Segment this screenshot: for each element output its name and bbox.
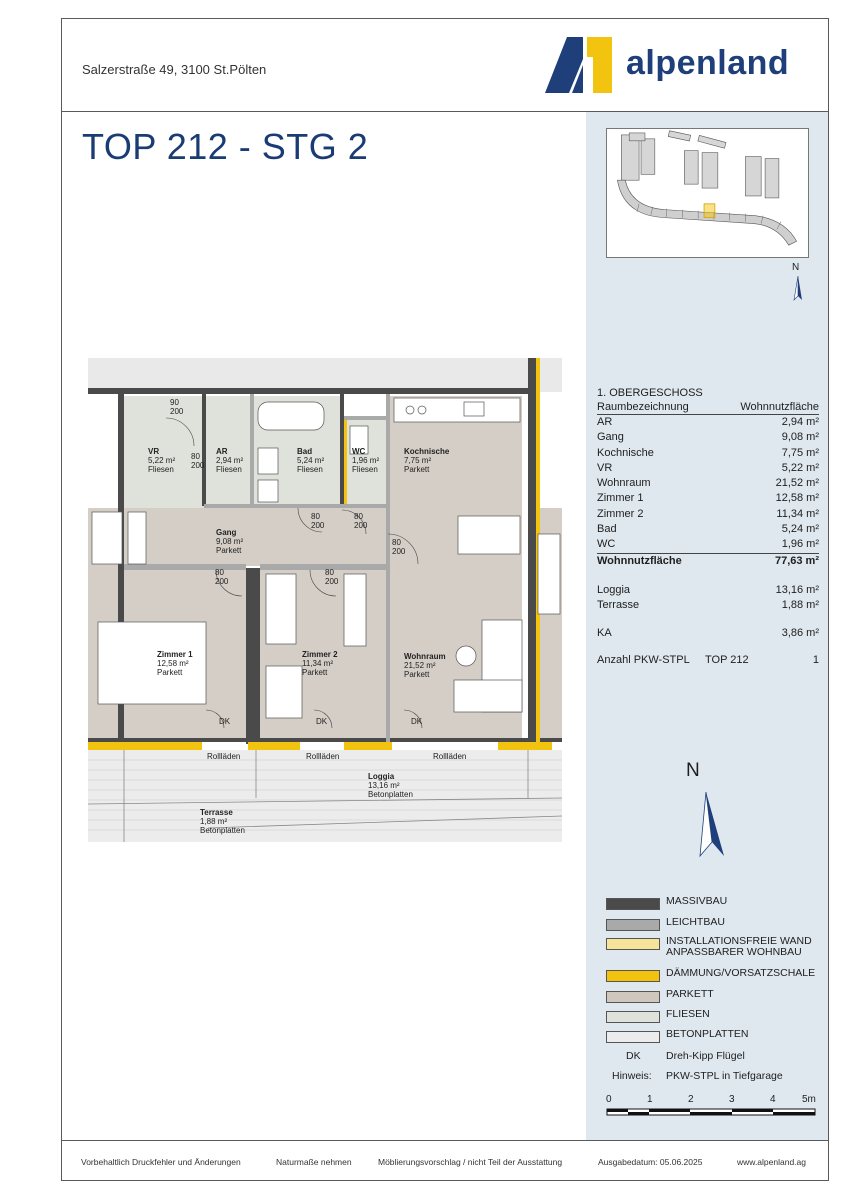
table-row: Zimmer 2 11,34 m²: [597, 507, 819, 520]
room-label-wohnraum: Wohnraum 21,52 m² Parkett: [404, 652, 446, 679]
parking-row: Anzahl PKW-STPL TOP 212 1: [597, 653, 819, 666]
table-row: Wohnraum 21,52 m²: [597, 477, 819, 490]
table-row: AR 2,94 m²: [597, 416, 819, 428]
north-arrow-small: [790, 262, 806, 304]
legend-item: [606, 896, 836, 912]
legend-label: PARKETT: [666, 988, 714, 1000]
address: Salzerstraße 49, 3100 St.Pölten: [82, 62, 267, 77]
legend-item: [606, 1029, 836, 1045]
north-arrow-icon: [792, 276, 804, 302]
room-label-zimmer1: Zimmer 1 12,58 m² Parkett: [157, 650, 193, 677]
room-area-table: [597, 386, 819, 668]
legend-label: DÄMMUNG/VORSATZSCHALE: [666, 967, 816, 979]
footer-disclaimer: Vorbehaltlich Druckfehler und Änderungen: [81, 1157, 241, 1167]
north-label-large: N: [686, 760, 700, 781]
legend-item: [606, 917, 836, 933]
room-label-gang: Gang 9,08 m² Parkett: [216, 528, 244, 555]
table-row: Gang 9,08 m²: [597, 431, 819, 444]
room-label-ar: AR 2,94 m² Fliesen: [216, 447, 244, 474]
north-label: N: [792, 262, 800, 273]
legend-item: [606, 968, 836, 984]
door-dimension: 80 200: [191, 452, 205, 470]
floor-label: 1. OBERGESCHOSS: [597, 387, 703, 399]
table-row: Terrasse 1,88 m²: [597, 599, 819, 612]
door-dimension: 80 200: [354, 512, 368, 530]
brand-name: alpenland: [626, 44, 790, 82]
scale-bar: [606, 1094, 816, 1116]
scale-tick-label: 3: [729, 1094, 735, 1105]
ka-row: KA 3,86 m²: [597, 626, 819, 639]
table-row: Loggia 13,16 m²: [597, 583, 819, 596]
legend-item: [606, 935, 836, 958]
room-label-terrasse: Terrasse 1,88 m² Betonplatten: [200, 808, 245, 835]
legend-label: BETONPLATTEN: [666, 1028, 749, 1040]
legend-label: INSTALLATIONSFREIE WAND ANPASSBARER WOHNBAU: [666, 935, 812, 958]
hint-value: PKW-STPL in Tiefgarage: [666, 1070, 783, 1082]
rollladen-label: Rollläden: [433, 752, 467, 761]
room-label-zimmer2: Zimmer 2 11,34 m² Parkett: [302, 650, 338, 677]
scale-tick-label: 5m: [802, 1094, 816, 1105]
legend-label: MASSIVBAU: [666, 895, 728, 907]
table-row: Zimmer 1 12,58 m²: [597, 492, 819, 505]
legend-item: [606, 989, 836, 1005]
alpenland-logo-icon: [545, 37, 612, 93]
legend-swatch: [606, 1031, 660, 1043]
room-label-loggia: Loggia 13,16 m² Betonplatten: [368, 772, 413, 799]
dk-label: DK: [219, 717, 231, 726]
door-dimension: 80 200: [311, 512, 325, 530]
table-row: VR 5,22 m²: [597, 461, 819, 474]
table-row: Bad 5,24 m²: [597, 523, 819, 536]
rollladen-label: Rollläden: [207, 752, 241, 761]
hint-key: Hinweis:: [612, 1070, 652, 1082]
page-title: TOP 212 - STG 2: [82, 126, 369, 167]
north-arrow-large: [686, 760, 730, 860]
total-row: Wohnnutzfläche 77,63 m²: [597, 553, 819, 569]
legend-swatch: [606, 970, 660, 982]
legend-label: FLIESEN: [666, 1008, 710, 1020]
legend-swatch: [606, 1011, 660, 1023]
legend-label: LEICHTBAU: [666, 916, 725, 928]
footer-date: Ausgabedatum: 05.06.2025: [598, 1157, 703, 1167]
table-row: Kochnische 7,75 m²: [597, 446, 819, 459]
legend-swatch: [606, 898, 660, 910]
footer-web-link[interactable]: www.alpenland.ag: [737, 1157, 806, 1167]
site-key-plan: [606, 128, 809, 258]
room-label-wc: WC 1,96 m² Fliesen: [352, 447, 380, 474]
footer-measure: Naturmaße nehmen: [276, 1157, 352, 1167]
door-dimension: 80 200: [325, 568, 339, 586]
room-label-bad: Bad 5,24 m² Fliesen: [297, 447, 325, 474]
dk-value: Dreh-Kipp Flügel: [666, 1050, 745, 1062]
dk-label: DK: [316, 717, 328, 726]
legend-swatch: [606, 919, 660, 931]
legend-swatch: [606, 938, 660, 950]
scale-tick-label: 2: [688, 1094, 694, 1105]
rollladen-label: Rollläden: [306, 752, 340, 761]
dk-label: DK: [411, 717, 423, 726]
legend-swatch: [606, 991, 660, 1003]
legend-item: [606, 1009, 836, 1025]
floor-plan: [88, 358, 562, 842]
north-arrow-icon: [696, 792, 726, 858]
room-label-kochnische: Kochnische 7,75 m² Parkett: [404, 447, 450, 474]
dk-key: DK: [626, 1050, 641, 1062]
room-label-vr: VR 5,22 m² Fliesen: [148, 447, 176, 474]
scale-tick-label: 0: [606, 1094, 612, 1105]
footer-furniture: Möblierungsvorschlag / nicht Teil der Ausstattung: [378, 1157, 563, 1167]
table-header: Raumbezeichnung Wohnnutzfläche: [597, 401, 819, 413]
footer-divider: [61, 1140, 829, 1141]
door-dimension: 80 200: [392, 538, 406, 556]
scale-tick-label: 1: [647, 1094, 653, 1105]
door-dimension: 90 200: [170, 398, 184, 416]
door-dimension: 80 200: [215, 568, 229, 586]
scale-tick-label: 4: [770, 1094, 776, 1105]
table-row: WC 1,96 m²: [597, 538, 819, 551]
